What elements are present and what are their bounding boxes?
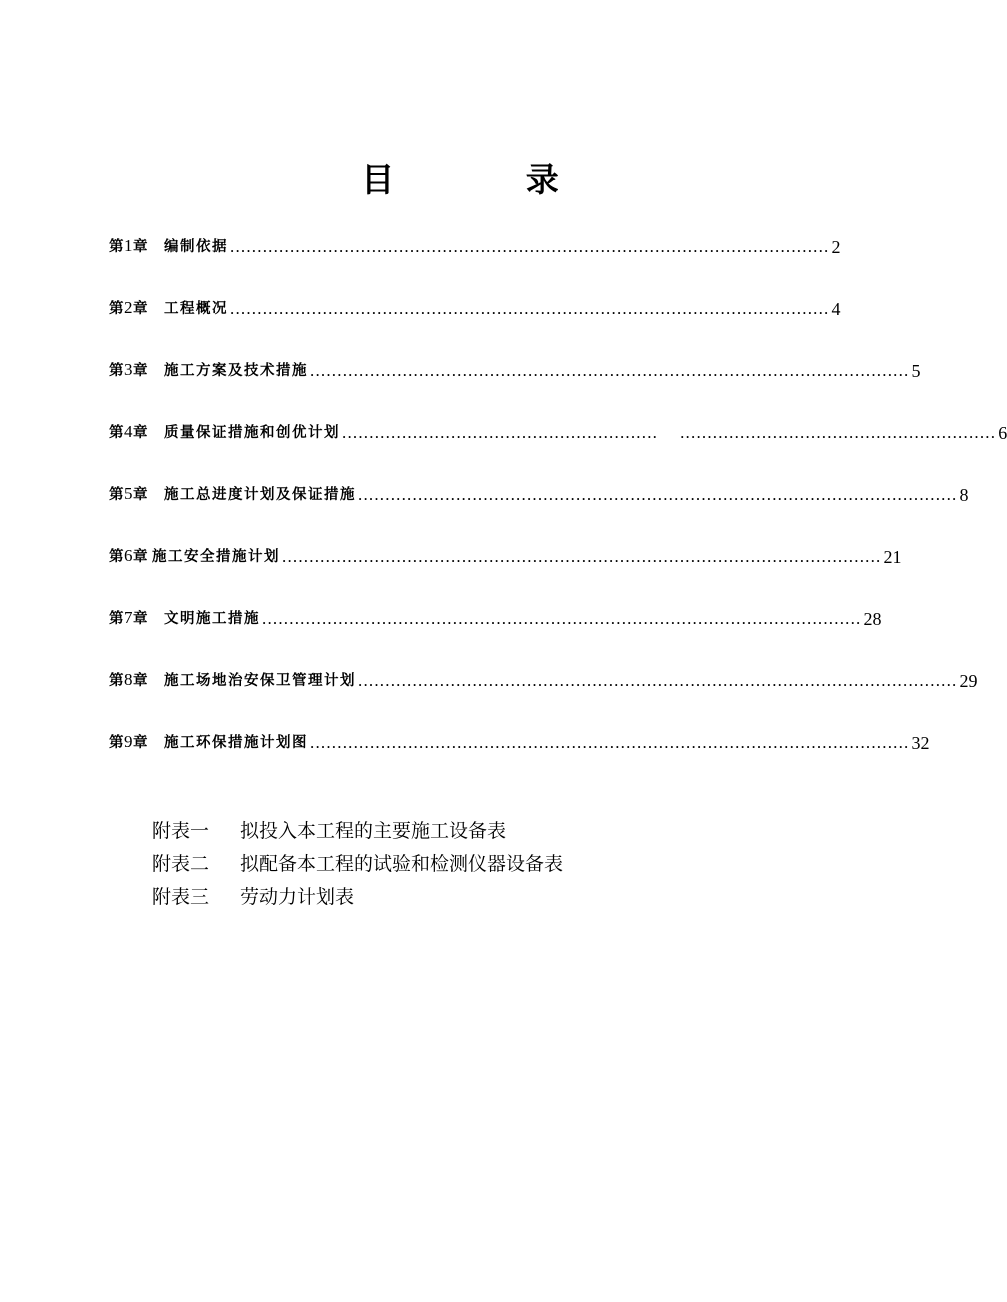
chapter-number: 第6章 [109,546,148,565]
page-number: 8 [959,485,969,505]
chapter-title: 编制依据 [164,239,228,255]
appendix-item[interactable] [152,815,563,848]
toc-entry[interactable] [109,352,921,382]
toc-entry[interactable] [109,290,841,320]
chapter-title: 施工总进度计划及保证措施 [164,487,356,503]
appendix-label: 附表三 [152,886,210,908]
dot-leader: .............................................................................................................. [358,485,958,504]
toc-title: 目 录 [361,160,619,199]
appendix-text: 拟投入本工程的主要施工设备表 [240,820,507,842]
page-number: 5 [911,361,921,381]
chapter-title: 工程概况 [164,301,228,317]
appendix-label: 附表二 [152,853,210,875]
dot-leader: .............................................................................................................. [310,733,910,752]
toc-entry[interactable] [109,724,930,754]
toc-entry[interactable] [109,476,969,506]
toc-entry[interactable] [109,538,902,568]
toc-entry[interactable] [109,662,978,692]
page-number: 28 [863,609,882,629]
appendix-item[interactable] [152,848,563,881]
chapter-title: 文明施工措施 [164,611,260,627]
chapter-title: 施工场地治安保卫管理计划 [164,673,356,689]
dot-leader: .......................................................... .......................................................... [342,423,997,442]
dot-leader: .............................................................................................................. [282,547,882,566]
appendix-text: 劳动力计划表 [240,886,355,908]
dot-leader: .............................................................................................................. [310,361,910,380]
dot-leader: .............................................................................................................. [230,299,830,318]
chapter-number: 第1章 [109,236,148,255]
page-number: 4 [831,299,841,319]
appendix-label: 附表一 [152,820,210,842]
dot-leader: .............................................................................................................. [358,671,958,690]
chapter-title: 施工环保措施计划图 [164,735,308,751]
chapter-number: 第8章 [109,670,148,689]
appendix-text: 拟配备本工程的试验和检测仪器设备表 [240,853,564,875]
chapter-number: 第5章 [109,484,148,503]
chapter-title: 质量保证措施和创优计划 [164,425,340,441]
page-number: 6 [998,423,1007,443]
toc-entry[interactable] [109,600,882,630]
chapter-number: 第2章 [109,298,148,317]
chapter-number: 第9章 [109,732,148,751]
appendix-list [152,815,563,914]
toc-entry[interactable] [109,228,841,258]
toc-entry[interactable] [109,414,1007,444]
chapter-number: 第7章 [109,608,148,627]
dot-leader: .............................................................................................................. [262,609,862,628]
page-number: 2 [831,237,841,257]
page-number: 32 [911,733,930,753]
chapter-title: 施工安全措施计划 [152,549,280,565]
page-number: 21 [883,547,902,567]
dot-leader: .............................................................................................................. [230,237,830,256]
chapter-number: 第3章 [109,360,148,379]
chapter-title: 施工方案及技术措施 [164,363,308,379]
appendix-item[interactable] [152,881,563,914]
chapter-number: 第4章 [109,422,148,441]
page-number: 29 [959,671,978,691]
